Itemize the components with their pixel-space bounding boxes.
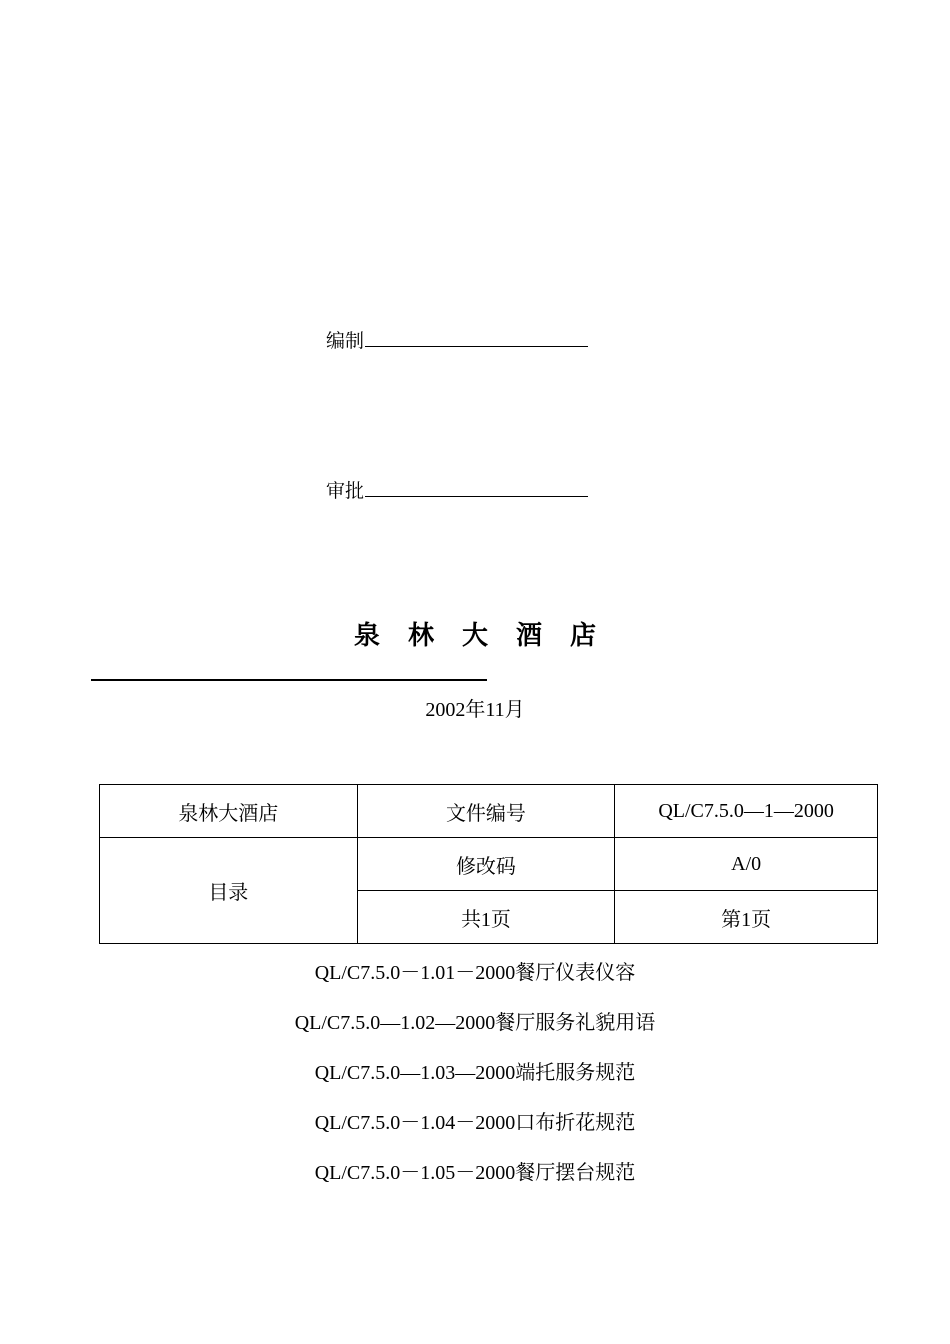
table-cell-total-pages: 共1页: [357, 891, 615, 944]
table-cell-file-number: QL/C7.5.0—1—2000: [615, 785, 878, 838]
compile-label: 编制: [326, 330, 365, 352]
table-of-contents: [0, 958, 950, 1208]
table-cell-toc-label: 目录: [100, 838, 358, 944]
title-rule: [91, 679, 487, 681]
approve-label: 审批: [326, 480, 365, 502]
toc-item: QL/C7.5.0－1.04－2000口布折花规范: [314, 1112, 636, 1134]
table-cell-revision-label: 修改码: [357, 838, 615, 891]
hotel-title: 泉林大酒店: [353, 621, 624, 651]
table-row: [100, 785, 878, 838]
table-cell-revision: A/0: [615, 838, 878, 891]
toc-item: QL/C7.5.0—1.02—2000餐厅服务礼貌用语: [294, 1012, 656, 1034]
approve-signature-line: [326, 476, 588, 503]
document-info-table: [99, 784, 878, 944]
approve-blank: [365, 476, 588, 497]
table-row: [100, 838, 878, 891]
toc-item: QL/C7.5.0－1.05－2000餐厅摆台规范: [314, 1162, 636, 1184]
toc-item: QL/C7.5.0－1.01－2000餐厅仪表仪容: [314, 962, 636, 984]
table-cell-hotel: 泉林大酒店: [100, 785, 358, 838]
table-cell-file-number-label: 文件编号: [357, 785, 615, 838]
document-date: 2002年11月: [425, 699, 525, 721]
table-cell-page-number: 第1页: [615, 891, 878, 944]
toc-item: QL/C7.5.0—1.03—2000端托服务规范: [314, 1062, 636, 1084]
compile-blank: [365, 326, 588, 347]
compile-signature-line: [326, 326, 588, 353]
